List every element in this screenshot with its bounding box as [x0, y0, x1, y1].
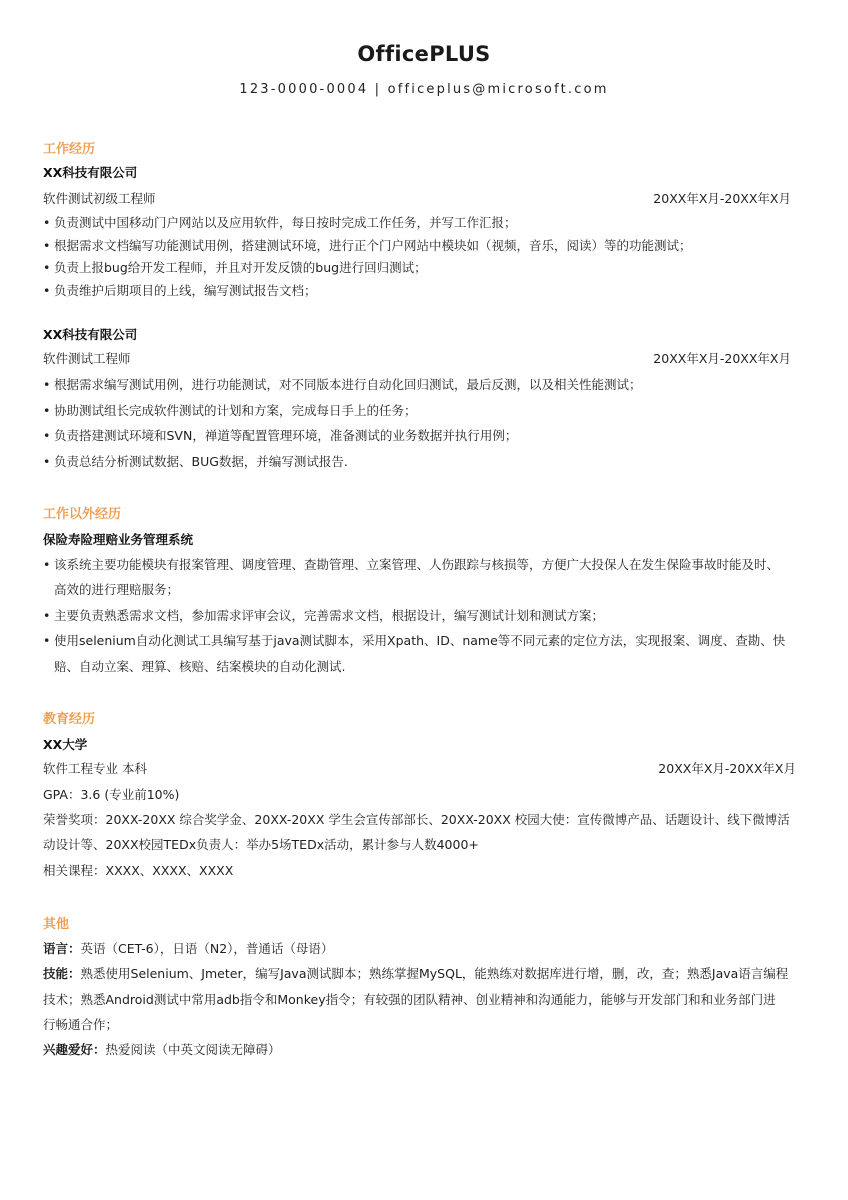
list-item: • 根据需求编写测试用例，进行功能测试，对不同版本进行自动化回归测试，最后反测，以及相关性能测试；	[43, 377, 642, 392]
section-title-other-work: 工作以外经历	[43, 507, 122, 522]
job-period: 20XX年X月-20XX年X月	[653, 351, 791, 366]
list-item: • 负责总结分析测试数据、BUG数据，并编写测试报告.	[43, 454, 348, 469]
list-item: • 负责搭建测试环境和SVN，禅道等配置管理环境，准备测试的业务数据并执行用例；	[43, 428, 518, 443]
section-title-others: 其他	[43, 917, 70, 932]
list-item: • 主要负责熟悉需求文档，参加需求评审会议，完善需求文档，根据设计，编写测试计划和测试方案；	[43, 608, 605, 623]
skills: 技能：熟悉使用Selenium、Jmeter，编写Java测试脚本；熟练掌握MySQL，能熟练对数据库进行增，删，改，查；熟悉Java语言编程	[43, 966, 789, 981]
list-item: • 负责测试中国移动门户网站以及应用软件，每日按时完成工作任务，并写工作汇报；	[43, 215, 517, 230]
company-name: XX科技有限公司	[43, 327, 138, 342]
list-item: • 负责上报bug给开发工程师，并且对开发反馈的bug进行回归测试；	[43, 260, 427, 275]
candidate-name: OfficePLUS	[357, 42, 491, 66]
list-item-continuation: 赔、自动立案、理算、核赔、结案模块的自动化测试.	[54, 659, 346, 674]
honors: 荣誉奖项：20XX-20XX 综合奖学金、20XX-20XX 学生会宣传部部长、20XX-20XX 校园大使：宣传微博产品、话题设计、线下微博活	[43, 812, 790, 827]
courses: 相关课程：XXXX、XXXX、XXXX	[43, 863, 234, 878]
education-period: 20XX年X月-20XX年X月	[658, 761, 796, 776]
languages: 语言：英语（CET-6），日语（N2），普通话（母语）	[43, 941, 334, 956]
honors-continuation: 动设计等、20XX校园TEDx负责人：举办5场TEDx活动，累计参与人数4000+	[43, 837, 479, 852]
skills-continuation: 技术；熟悉Android测试中常用adb指令和Monkey指令；有较强的团队精神、创业精神和沟通能力，能够与开发部门和和业务部门进	[43, 992, 776, 1007]
hobbies: 兴趣爱好：热爱阅读（中英文阅读无障碍）	[43, 1042, 281, 1057]
list-item: • 协助测试组长完成软件测试的计划和方案，完成每日手上的任务；	[43, 403, 417, 418]
skills-continuation: 行畅通合作；	[43, 1017, 119, 1032]
section-title-education: 教育经历	[43, 712, 96, 727]
contact-info: 123-0000-0004 | officeplus@microsoft.com	[239, 82, 609, 97]
section-title-work: 工作经历	[43, 142, 96, 157]
gpa: GPA：3.6 (专业前10%)	[43, 787, 180, 802]
list-item: • 使用selenium自动化测试工具编写基于java测试脚本，采用Xpath、ID、name等不同元素的定位方法，实现报案、调度、查勘、快	[43, 633, 786, 648]
major: 软件工程专业 本科	[43, 761, 147, 776]
company-name: XX科技有限公司	[43, 165, 138, 180]
list-item: • 根据需求文档编写功能测试用例，搭建测试环境，进行正个门户网站中模块如（视频，音乐，阅读）等的功能测试；	[43, 238, 692, 253]
job-position: 软件测试工程师	[43, 351, 131, 366]
job-period: 20XX年X月-20XX年X月	[653, 191, 791, 206]
job-position: 软件测试初级工程师	[43, 191, 156, 206]
list-item: • 该系统主要功能模块有报案管理、调度管理、查勘管理、立案管理、人伤跟踪与核损等，方便广大投保人在发生保险事故时能及时、	[43, 557, 780, 572]
list-item: • 负责维护后期项目的上线，编写测试报告文档；	[43, 283, 317, 298]
school-name: XX大学	[43, 737, 88, 752]
project-name: 保险寿险理赔业务管理系统	[43, 532, 194, 547]
list-item-continuation: 高效的进行理赔服务；	[54, 582, 180, 597]
